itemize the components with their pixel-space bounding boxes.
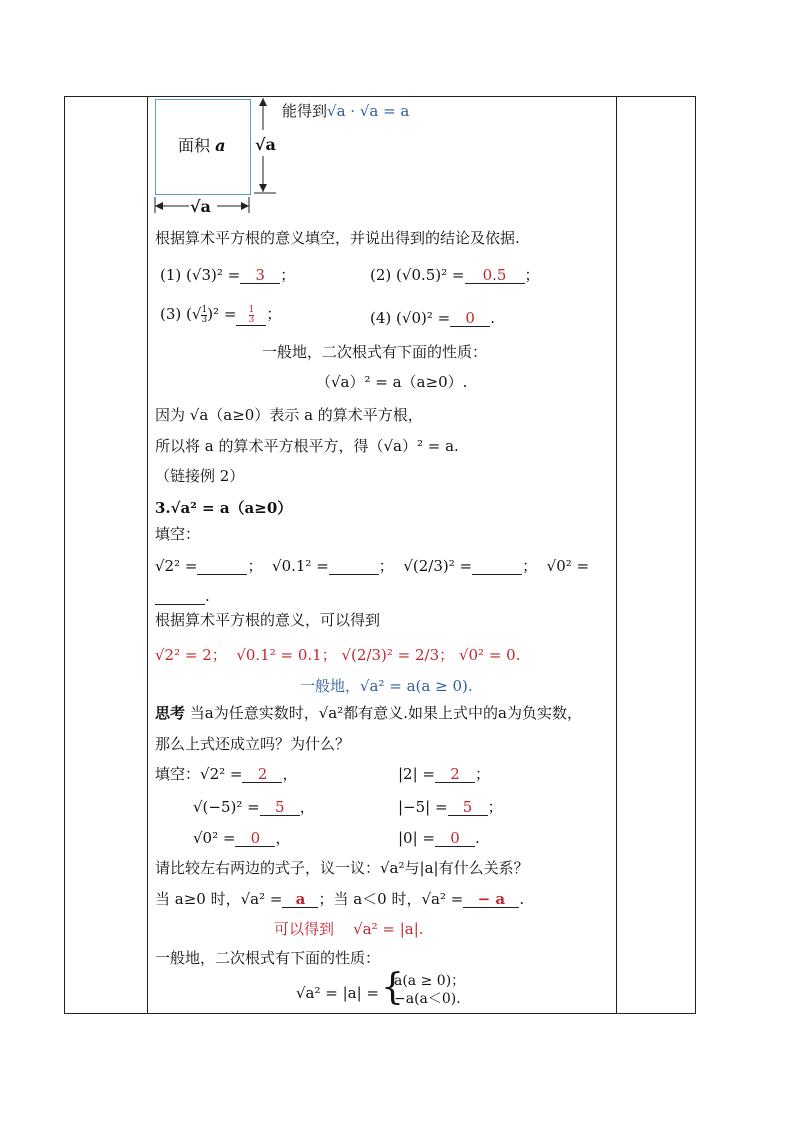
table-col-divider-2	[616, 96, 617, 1013]
intro-text: 根据算术平方根的意义填空，并说出得到的结论及依据.	[155, 229, 520, 247]
fill3-row-1-left: 填空：√2² = 2 ，	[155, 765, 298, 783]
fill2-line-2: .	[155, 586, 210, 606]
fill1-q1: (1) (√3)² = 3 ；	[160, 266, 296, 284]
fill3-row-2-left: √(−5)² = 5 ，	[193, 798, 315, 816]
fill1-q4-answer: 0	[450, 310, 490, 327]
property2-case-2: −a(a＜0).	[394, 991, 461, 1007]
fill3-row-3-left: √0² = 0 ，	[193, 829, 291, 847]
table-col-divider-1	[147, 96, 148, 1013]
fraction: $\frac{1}{3}$	[201, 304, 208, 325]
think-line-2: 那么上式还成立吗？为什么？	[155, 735, 351, 753]
result-line: 能得到√a · √a = a	[282, 102, 410, 120]
fill1-q2: (2) (√0.5)² = 0.5 ；	[370, 266, 540, 284]
fill1-q3: (3) (√ $\frac{1}{3}$ )² = $\frac{1}{3}$ ；	[160, 304, 282, 325]
fill1-q3-answer: $\frac{1}{3}$	[248, 304, 255, 325]
fill3-row-2-right: |−5| = 5 ；	[398, 798, 503, 816]
general2-line: 一般地，√a² = a(a ≥ 0).	[300, 677, 473, 695]
conclusion-line: 可以得到 √a² = |a|.	[274, 920, 424, 938]
fill3-row-1-right: |2| = 2 ；	[398, 765, 491, 783]
table-right-border	[695, 96, 696, 1013]
piecewise-brace: {	[381, 967, 404, 1008]
think-line-1: 思考 当a为任意实数时，√a²都有意义.如果上式中的a为负实数，	[155, 704, 582, 722]
area-label: 面积 a	[178, 136, 226, 155]
property2-lhs: √a² = |a| =	[296, 984, 380, 1002]
fill1-q2-answer: 0.5	[465, 267, 525, 284]
bottom-label: √a	[190, 197, 211, 216]
property2-intro: 一般地，二次根式有下面的性质：	[155, 949, 381, 967]
answers2-line: √2² = 2； √0.1² = 0.1； √(2/3)² = 2/3； √0² = 0.	[155, 646, 521, 664]
case-line: 当 a≥0 时，√a² = a ；当 a＜0 时，√a² = − a .	[155, 890, 525, 908]
fill-label: 填空：	[155, 525, 201, 543]
property2-case-1: a(a ≥ 0)；	[394, 973, 466, 989]
fill1-q1-answer: 3	[240, 267, 280, 284]
section-3-heading: 3.√a² = a（a≥0）	[155, 499, 293, 517]
derive-text: 根据算术平方根的意义，可以得到	[155, 611, 381, 629]
fill2-line: √2² = ； √0.1² = ； √(2/3)² = ； √0² =	[155, 557, 590, 575]
reason-line-1: 因为 √a（a≥0）表示 a 的算术平方根，	[155, 406, 423, 424]
fill1-q4: (4) (√0)² = 0 .	[370, 309, 495, 327]
table-top-border	[64, 96, 696, 97]
property1-formula: （√a）² = a（a≥0）.	[316, 373, 468, 391]
fill3-row-3-right: |0| = 0 .	[398, 829, 480, 847]
reason-line-2: 所以将 a 的算术平方根平方，得（√a）² = a.	[155, 437, 459, 455]
table-left-border	[64, 96, 65, 1013]
compare-text: 请比较左右两边的式子，议一议：√a²与|a|有什么关系？	[155, 859, 529, 877]
table-bottom-border	[64, 1013, 696, 1014]
link-note: （链接例 2）	[155, 467, 245, 485]
side-label: √a	[255, 135, 276, 154]
property1-intro: 一般地，二次根式有下面的性质：	[262, 343, 488, 361]
